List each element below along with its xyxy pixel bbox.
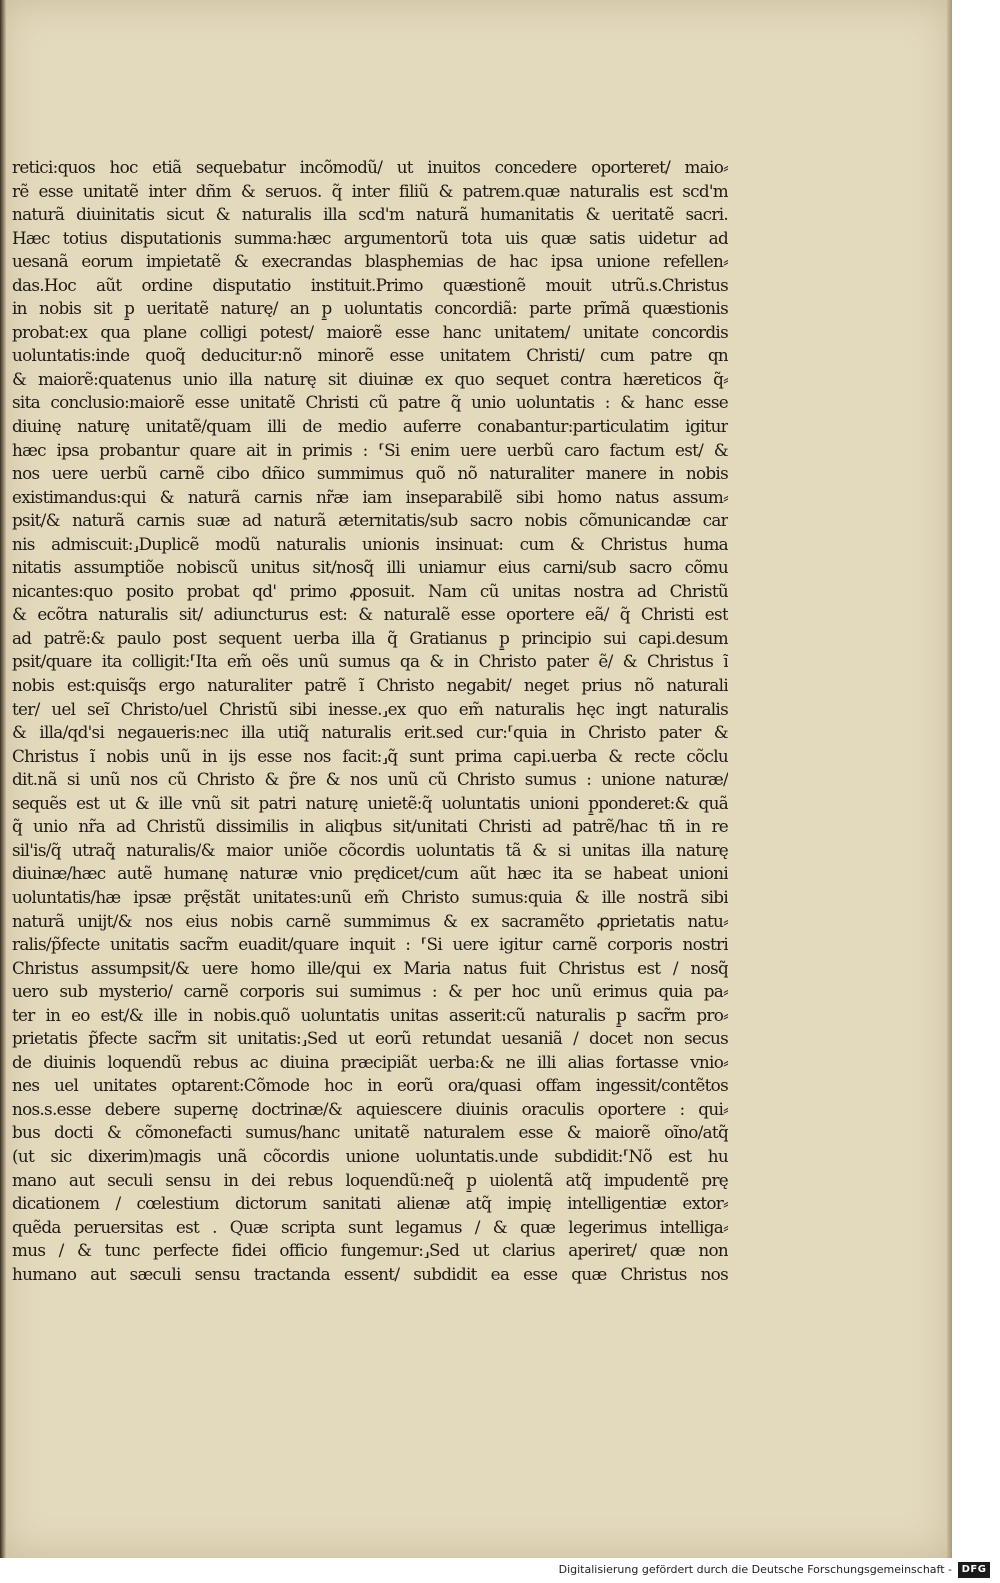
text-line: nos.s.esse debere supernę doctrinæ/& aquiescere diuinis oraculis oportere : qui⸗ [12,1098,728,1119]
text-line: nobis est:quisq̃s ergo naturaliter patrẽ ĩ Christo negabit/ neget prius nõ naturali [12,675,728,696]
text-line: & illa/qd'si negaueris:nec illa utiq̃ naturalis erit.sed cur:⸢quia in Christo pater & [12,722,728,743]
text-line: retici:quos hoc etiã sequebatur incõmodũ/ ut inuitos concedere oporteret/ maio⸗ [12,157,728,177]
text-line: nicantes:quo posito probat qd' primo ꝓposuit. Nam cũ unitas nostra ad Christũ [12,580,728,601]
text-line: naturã unijt/& nos eius nobis carnẽ summimus & ex sacramẽto ꝓprietatis natu⸗ [12,910,728,931]
footer-bar [0,1558,1000,1583]
text-line: dit.nã si unũ nos cũ Christo & p̃re & nos unũ cũ Christo sumus : unione naturæ/ [12,769,728,790]
dfg-logo: DFG [958,1562,990,1578]
text-line: uoluntatis/hæ ipsæ prę̃stãt unitates:unũ em̃ Christo sumus:quia & ille nostrã sibi [12,886,728,907]
text-line: humano aut sæculi sensu tractanda essent/ subdidit ea esse quæ Christus nos [12,1263,728,1284]
text-line: prietatis p̃fecte sacr̃m sit unitatis:⸥Sed ut eorũ retundat uesaniã / docet non secus [12,1028,728,1049]
page-binding-shadow [0,0,6,1558]
text-line: naturã diuinitatis sicut & naturalis illa scd'm naturã humanitatis & ueritatẽ sacri. [12,204,728,225]
page-text-block [12,156,728,1296]
text-line: Christus ĩ nobis unũ in ijs esse nos facit:⸥q̃ sunt prima capi.uerba & recte cõclu [12,745,728,766]
text-line: & ecõtra naturalis sit/ adiuncturus est: & naturalẽ esse oportere eã/ q̃ Christi est [12,604,728,625]
text-line: ralis/p̃fecte unitatis sacr̃m euadit/quare inquit : ⸢Si uere igitur carnẽ corporis nostri [12,934,728,955]
text-line: q̃ unio nr̃a ad Christũ dissimilis in aliqbus sit/unitati Christi ad patrẽ/hac tñ in re [12,816,728,837]
page-edge [947,0,952,1558]
text-line: psit/quare ita colligit:⸢Ita em̃ oẽs unũ sumus qa & in Christo pater ẽ/ & Christus ĩ [12,651,728,672]
text-line: nis admiscuit:⸥Duplicẽ modũ naturalis unionis insinuat: cum & Christus huma [12,533,728,554]
text-line: psit/& naturã carnis suæ ad naturã æternitatis/sub sacro nobis cõmunicandæ car [12,510,728,531]
text-line: (ut sic dixerim)magis unã cõcordis unione uoluntatis.unde subdidit:⸢Nõ est hu [12,1145,728,1166]
text-line: das.Hoc aũt ordine disputatio instituit.Primo quæstionẽ mouit utrũ.s.Christus [12,274,728,295]
text-line: rẽ esse unitatẽ inter dñm & seruos. q̃ inter filiũ & patrem.quæ naturalis est scd'm [12,180,728,201]
text-line: mus / & tunc perfecte fidei officio fungemur:⸥Sed ut clarius aperiret/ quæ non [12,1240,728,1261]
text-line: nes uel unitates optarent:Cõmode hoc in eorũ ora/quasi offam ingessit/contẽtos [12,1075,728,1096]
text-line: ter/ uel seĩ Christo/uel Christũ sibi inesse.⸥ex quo em̃ naturalis hęc ingt naturalis [12,698,728,719]
text-line: quẽda peruersitas est . Quæ scripta sunt legamus / & quæ legerimus intelliga⸗ [12,1216,728,1237]
text-line: Hæc totius disputationis summa:hæc argumentorũ tota uis quæ satis uidetur ad [12,227,728,248]
text-line: sil'is/q̃ utraq̃ naturalis/& maior uniõe cõcordis uoluntatis tã & si unitas illa naturę [12,839,728,860]
text-line: Christus assumpsit/& uere homo ille/qui ex Maria natus fuit Christus est / nosq̃ [12,957,728,978]
text-line: sequẽs est ut & ille vnũ sit patri naturę unietẽ:q̃ uoluntatis unioni p̱ponderet:& quã [12,792,728,813]
text-line: existimandus:qui & naturã carnis nr̃æ iam inseparabilẽ sibi homo natus assum⸗ [12,486,728,507]
text-line: probat:ex qua plane colligi potest/ maiorẽ esse hanc unitatem/ unitate concordis [12,321,728,342]
text-line: ter in eo est/& ille in nobis.quõ uoluntatis unitas asserit:cũ naturalis p̱ sacr̃m pro⸗ [12,1004,728,1025]
text-line: uoluntatis:inde quoq̃ deducitur:nõ minorẽ esse unitatem Christi/ cum patre qn [12,345,728,366]
text-line: diuinæ/hæc autẽ humanę naturæ vnio prędicet/cum aũt hæc ita se habeat unioni [12,863,728,884]
text-line: & maiorẽ:quatenus unio illa naturę sit diuinæ ex quo sequet contra hæreticos q̃⸗ [12,368,728,389]
text-line: diuinę naturę unitatẽ/quam illi de medio auferre conabantur:particulatim igitur [12,416,728,437]
text-line: nitatis assumptiõe nobiscũ unitus sit/nosq̃ illi uniamur eius carni/sub sacro cõmu [12,557,728,578]
text-line: ad patrẽ:& paulo post sequent uerba illa q̃ Gratianus p̱ principio sui capi.desum [12,627,728,648]
text-line: sita conclusio:maiorẽ esse unitatẽ Christi cũ patre q̃ unio uoluntatis : & hanc esse [12,392,728,413]
text-line: uesanã eorum impietatẽ & execrandas blasphemias de hac ipsa unione refellen⸗ [12,251,728,272]
text-line: uero sub mysterio/ carnẽ corporis sui sumimus : & per hoc unũ erimus quia pa⸗ [12,981,728,1002]
text-line: nos uere uerbũ carnẽ cibo dñico summimus quõ nõ naturaliter manere in nobis [12,463,728,484]
text-line: mano aut seculi sensu in dei rebus loquendũ:neq̃ p̱ uiolentã atq̃ impudentẽ prę [12,1169,728,1190]
text-line: hæc ipsa probantur quare ait in primis : ⸢Si enim uere uerbũ caro factum est/ & [12,439,728,460]
footer-credit: Digitalisierung gefördert durch die Deutsche Forschungsgemeinschaft - [558,1563,952,1576]
text-line: bus docti & cõmonefacti sumus/hanc unitatẽ naturalem esse & maiorẽ oĩno/atq̃ [12,1122,728,1143]
text-line: in nobis sit p̱ ueritatẽ naturę/ an p̱ uoluntatis concordiã: parte prĩmã quæstionis [12,298,728,319]
text-line: de diuinis loquendũ rebus ac diuina præcipiãt uerba:& ne illi alias fortasse vnio⸗ [12,1051,728,1072]
text-line: dicationem / cœlestium dictorum sanitati alienæ atq̃ impię intelligentiæ extor⸗ [12,1193,728,1214]
